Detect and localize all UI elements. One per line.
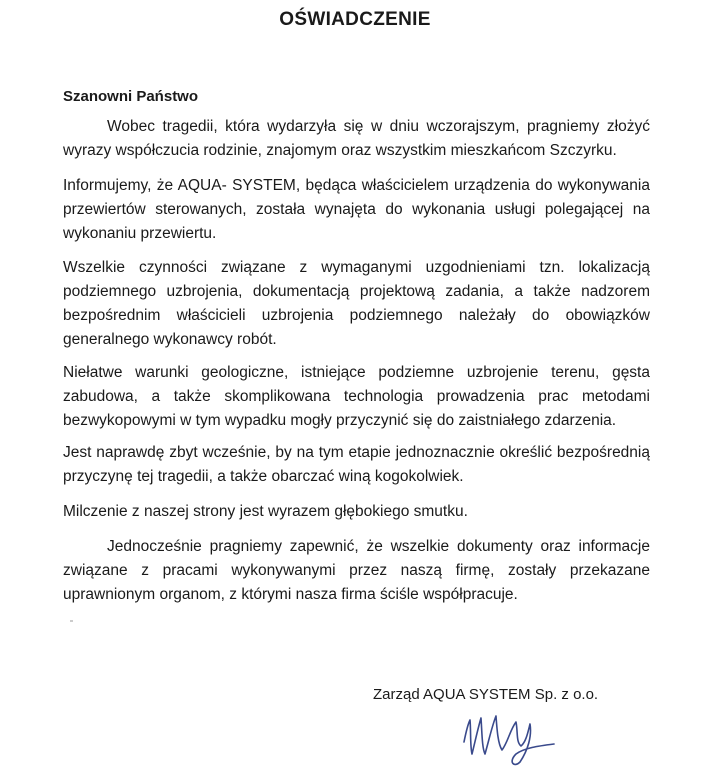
paragraph-company-role: Informujemy, że AQUA- SYSTEM, będąca właścicielem urządzenia do wykonywania przewiertów sterowanych, została wynajęta do wykonania usługi polegającej na wykonaniu przewiertu. — [63, 177, 650, 242]
paragraph-responsibilities: Wszelkie czynności związane z wymaganymi uzgodnieniami tzn. lokalizacją podziemnego uzbrojenia, dokumentacją projektową zadania, a także nadzorem bezpośrednim właścicieli uzbrojenia podziemnego należały do obowiązków generalnego wykonawcy robót. — [63, 259, 650, 348]
paragraph-cooperation: Jednocześnie pragniemy zapewnić, że wszelkie dokumenty oraz informacje związane z pracami wykonywanymi przez naszą firmę, zostały przekazane uprawnionym organom, z którymi nasza firma ściśle współpracuje. — [63, 538, 650, 603]
scan-speck — [70, 620, 73, 622]
paragraph-conditions: Niełatwe warunki geologiczne, istniejące podziemne uzbrojenie terenu, gęsta zabudowa, a także skomplikowana technologia prowadzenia prac metodami bezwykopowymi w tym wypadku mogły przyczynić się do zaistniałego zdarzenia. — [63, 364, 650, 429]
greeting: Szanowni Państwo — [63, 88, 199, 105]
handwritten-signature — [458, 702, 558, 768]
paragraph-too-early: Jest naprawdę zbyt wcześnie, by na tym etapie jednoznacznie określić bezpośrednią przyczynę tej tragedii, a także obarczać winą kogokolwiek. — [63, 444, 650, 485]
document-title: OŚWIADCZENIE — [279, 9, 431, 30]
signoff: Zarząd AQUA SYSTEM Sp. z o.o. — [373, 686, 599, 703]
paragraph-condolences: Wobec tragedii, która wydarzyła się w dniu wczorajszym, pragniemy złożyć wyrazy współczucia rodzinie, znajomym oraz wszystkim mieszkańcom Szczyrku. — [63, 118, 650, 159]
paragraph-silence: Milczenie z naszej strony jest wyrazem głębokiego smutku. — [63, 503, 468, 520]
